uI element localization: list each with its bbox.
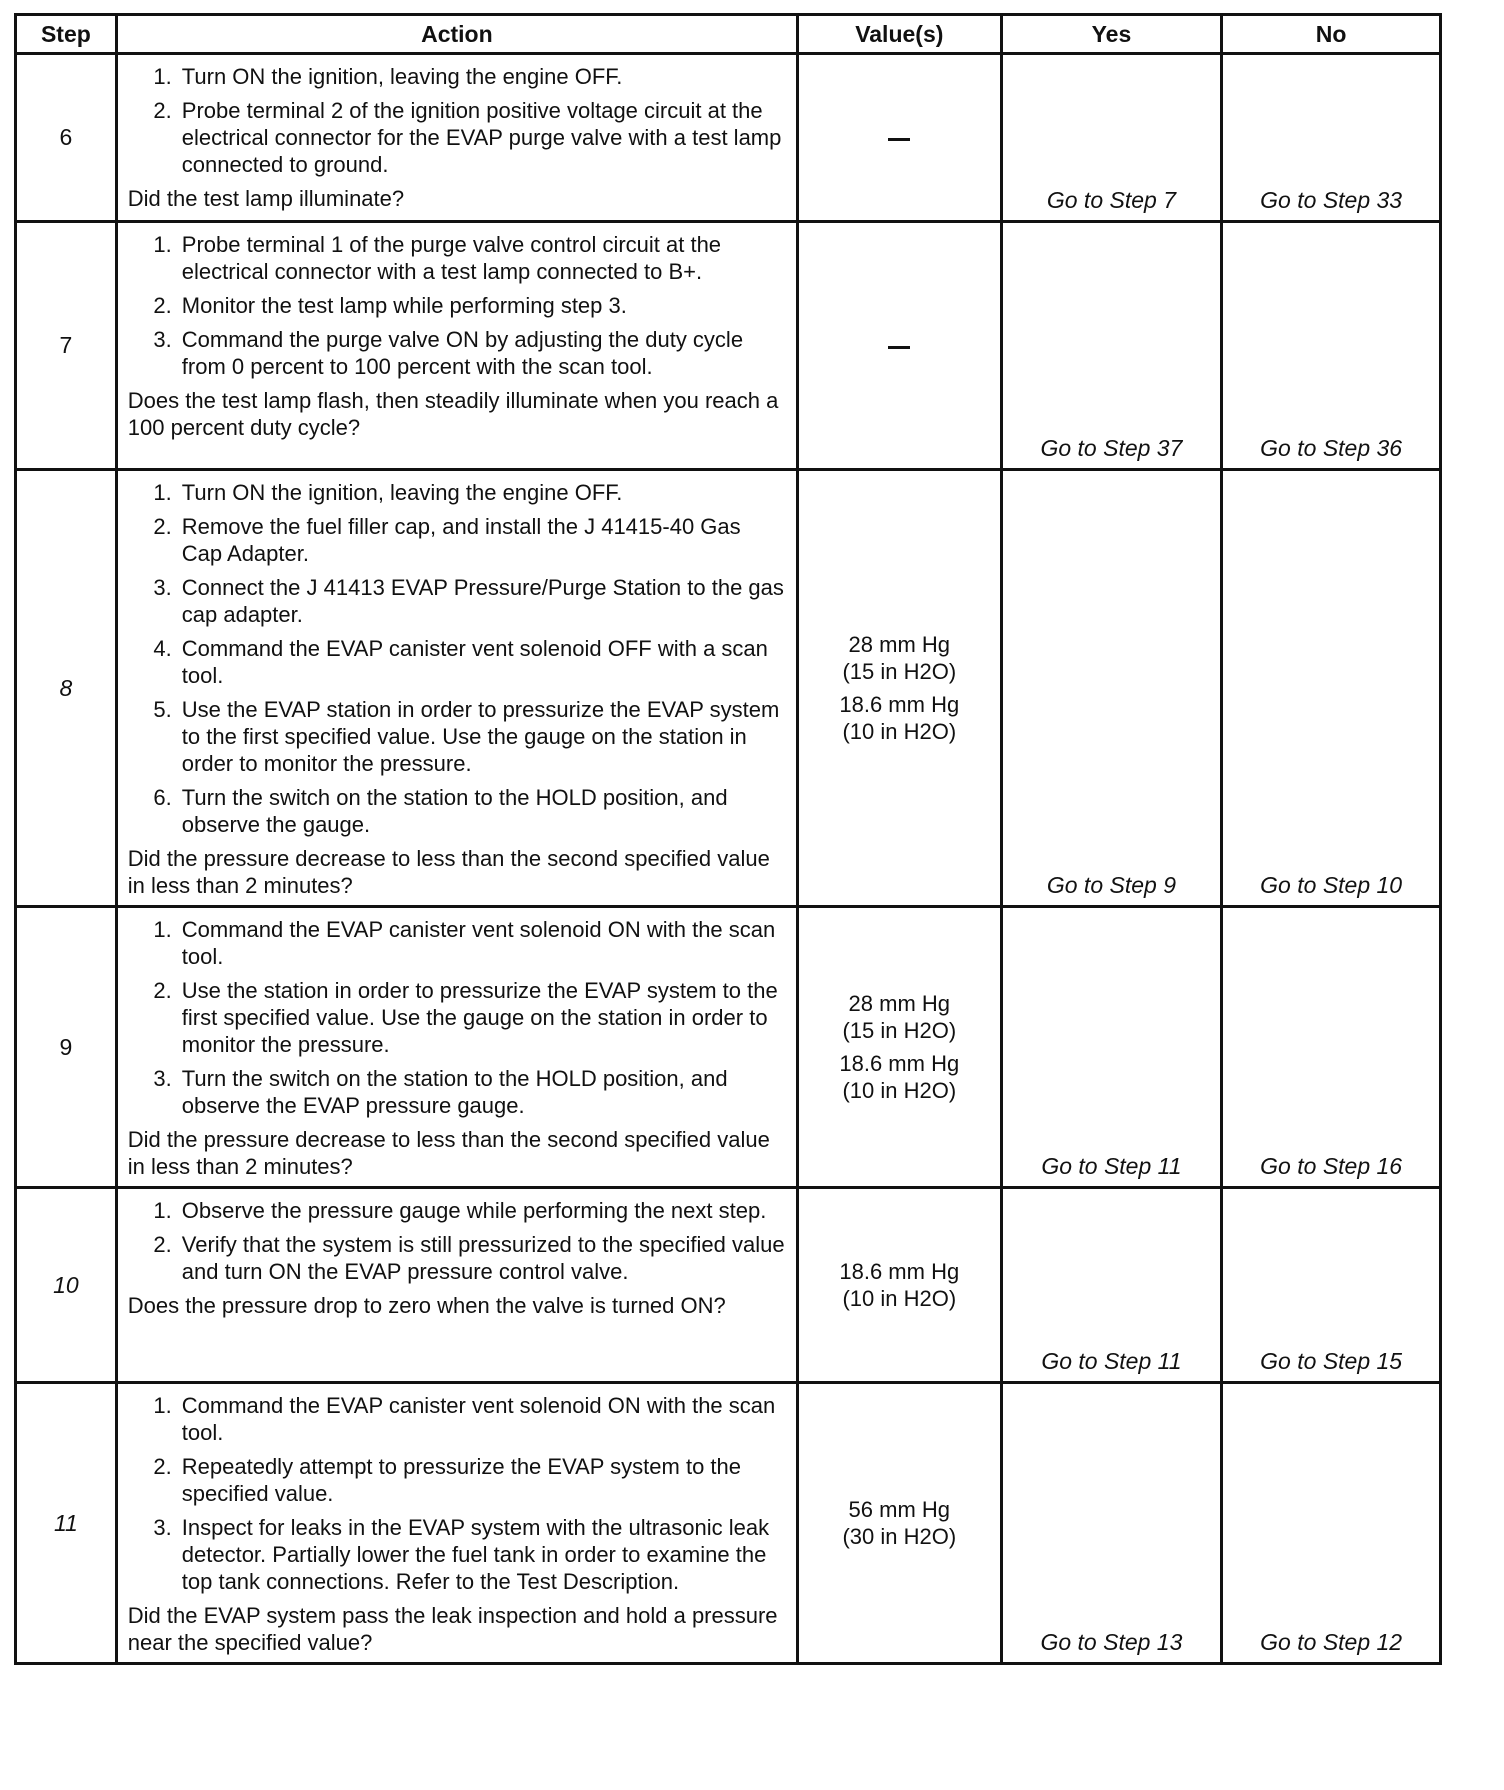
- action-step-number: 6.: [153, 785, 172, 810]
- action-steps: [128, 479, 786, 838]
- step-number: 6: [16, 54, 117, 222]
- action-step-text: Observe the pressure gauge while performing the next step.: [181, 1198, 767, 1223]
- value-secondary: (10 in H2O): [842, 1078, 957, 1103]
- value-primary: 18.6 mm Hg: [839, 692, 960, 717]
- yes-go-to-step[interactable]: Go to Step 11: [1001, 907, 1222, 1188]
- values-cell: [798, 54, 1002, 222]
- action-step-item: [128, 292, 786, 319]
- action-step-number: 4.: [153, 636, 172, 661]
- table-row: [16, 470, 1441, 907]
- action-step-item: [128, 513, 786, 567]
- action-step-number: 2.: [153, 98, 172, 123]
- action-step-text: Probe terminal 1 of the purge valve control circuit at the electrical connector with a test lamp connected to B+.: [181, 232, 722, 284]
- action-question: Did the test lamp illuminate?: [127, 186, 405, 211]
- action-step-item: [128, 63, 786, 90]
- action-step-text: Repeatedly attempt to pressurize the EVAP system to the specified value.: [181, 1454, 742, 1506]
- table-body: [16, 54, 1441, 1664]
- no-go-to-step[interactable]: Go to Step 12: [1222, 1383, 1441, 1664]
- action-step-text: Turn the switch on the station to the HOLD position, and observe the EVAP pressure gauge.: [181, 1066, 728, 1118]
- action-question: Does the pressure drop to zero when the valve is turned ON?: [127, 1293, 726, 1318]
- action-cell: [116, 222, 797, 470]
- header-no: No: [1222, 15, 1441, 54]
- values-cell: [798, 1383, 1002, 1664]
- action-step-number: 2.: [153, 978, 172, 1003]
- action-step-item: [128, 231, 786, 285]
- action-step-item: [128, 1197, 786, 1224]
- action-step-text: Connect the J 41413 EVAP Pressure/Purge Station to the gas cap adapter.: [181, 575, 784, 627]
- value-secondary: (15 in H2O): [842, 1018, 957, 1043]
- action-step-item: [128, 479, 786, 506]
- values-cell: [798, 1188, 1002, 1383]
- action-step-text: Inspect for leaks in the EVAP system with the ultrasonic leak detector. Partially lower the fuel tank in order to examine the top tank connections. Refer to the Test Description.: [181, 1515, 770, 1594]
- action-step-text: Turn ON the ignition, leaving the engine OFF.: [181, 64, 623, 89]
- action-step-item: [128, 1231, 786, 1285]
- action-step-text: Monitor the test lamp while performing step 3.: [181, 293, 627, 318]
- action-step-text: Verify that the system is still pressurized to the specified value and turn ON the EVAP pressure control valve.: [181, 1232, 785, 1284]
- action-step-number: 3.: [153, 575, 172, 600]
- action-step-text: Remove the fuel filler cap, and install the J 41415-40 Gas Cap Adapter.: [181, 514, 741, 566]
- value-secondary: (15 in H2O): [842, 659, 957, 684]
- action-step-text: Turn the switch on the station to the HOLD position, and observe the gauge.: [181, 785, 728, 837]
- no-go-to-step[interactable]: Go to Step 36: [1222, 222, 1441, 470]
- action-step-number: 1.: [153, 480, 172, 505]
- action-step-number: 1.: [153, 1393, 172, 1418]
- action-question: Did the pressure decrease to less than the second specified value in less than 2 minutes?: [127, 846, 770, 898]
- yes-go-to-step[interactable]: Go to Step 7: [1001, 54, 1222, 222]
- table-row: [16, 54, 1441, 222]
- header-action: Action: [116, 15, 797, 54]
- action-step-item: [128, 696, 786, 777]
- action-step-item: [128, 916, 786, 970]
- step-number: 9: [16, 907, 117, 1188]
- action-step-text: Command the purge valve ON by adjusting the duty cycle from 0 percent to 100 percent with the scan tool.: [181, 327, 744, 379]
- action-steps: [128, 1392, 786, 1595]
- value-secondary: (10 in H2O): [842, 1286, 957, 1311]
- values-cell: [798, 222, 1002, 470]
- action-step-text: Use the EVAP station in order to pressurize the EVAP system to the first specified value. Use the gauge on the station in order to monitor the pressure.: [181, 697, 780, 776]
- action-steps: [128, 916, 786, 1119]
- action-cell: [116, 470, 797, 907]
- step-number: 8: [16, 470, 117, 907]
- value-primary: 28 mm Hg: [848, 632, 951, 657]
- values-cell: [798, 907, 1002, 1188]
- yes-go-to-step[interactable]: Go to Step 11: [1001, 1188, 1222, 1383]
- value-secondary: (30 in H2O): [842, 1524, 957, 1549]
- action-cell: [116, 907, 797, 1188]
- action-step-text: Use the station in order to pressurize the EVAP system to the first specified value. Use the gauge on the station in order to monitor the pressure.: [181, 978, 778, 1057]
- action-step-number: 3.: [153, 1515, 172, 1540]
- action-step-item: [128, 1065, 786, 1119]
- action-step-item: [128, 1392, 786, 1446]
- action-step-number: 2.: [153, 293, 172, 318]
- action-steps: [128, 1197, 786, 1285]
- yes-go-to-step[interactable]: Go to Step 37: [1001, 222, 1222, 470]
- action-question: Did the EVAP system pass the leak inspection and hold a pressure near the specified value?: [127, 1603, 778, 1655]
- header-values: Value(s): [798, 15, 1002, 54]
- value-primary: 28 mm Hg: [848, 991, 951, 1016]
- value-primary: 56 mm Hg: [848, 1497, 951, 1522]
- no-value-dash: [888, 138, 910, 141]
- values-cell: [798, 470, 1002, 907]
- action-step-number: 2.: [153, 1232, 172, 1257]
- value-primary: 18.6 mm Hg: [839, 1051, 960, 1076]
- action-step-text: Probe terminal 2 of the ignition positive voltage circuit at the electrical connector for the EVAP purge valve with a test lamp connected to ground.: [181, 98, 782, 177]
- action-step-number: 5.: [153, 697, 172, 722]
- action-step-item: [128, 635, 786, 689]
- header-step: Step: [16, 15, 117, 54]
- yes-go-to-step[interactable]: Go to Step 9: [1001, 470, 1222, 907]
- step-number: 10: [16, 1188, 117, 1383]
- action-step-text: Command the EVAP canister vent solenoid OFF with a scan tool.: [181, 636, 768, 688]
- action-step-item: [128, 326, 786, 380]
- action-step-item: [128, 1453, 786, 1507]
- no-go-to-step[interactable]: Go to Step 33: [1222, 54, 1441, 222]
- no-go-to-step[interactable]: Go to Step 10: [1222, 470, 1441, 907]
- action-step-text: Command the EVAP canister vent solenoid ON with the scan tool.: [181, 1393, 776, 1445]
- step-number: 7: [16, 222, 117, 470]
- action-question: Does the test lamp flash, then steadily illuminate when you reach a 100 percent duty cycle?: [127, 388, 779, 440]
- action-step-item: [128, 97, 786, 178]
- action-step-item: [128, 784, 786, 838]
- table-row: [16, 1383, 1441, 1664]
- action-step-number: 2.: [153, 1454, 172, 1479]
- action-step-item: [128, 1514, 786, 1595]
- diagnostic-table: [14, 13, 1442, 1665]
- no-go-to-step[interactable]: Go to Step 16: [1222, 907, 1441, 1188]
- action-step-number: 2.: [153, 514, 172, 539]
- header-row: [16, 15, 1441, 54]
- action-steps: [128, 63, 786, 178]
- no-go-to-step[interactable]: Go to Step 15: [1222, 1188, 1441, 1383]
- action-step-number: 3.: [153, 327, 172, 352]
- value-primary: 18.6 mm Hg: [839, 1259, 960, 1284]
- yes-go-to-step[interactable]: Go to Step 13: [1001, 1383, 1222, 1664]
- action-step-number: 1.: [153, 1198, 172, 1223]
- action-step-number: 3.: [153, 1066, 172, 1091]
- action-step-number: 1.: [153, 917, 172, 942]
- value-secondary: (10 in H2O): [842, 719, 957, 744]
- table-row: [16, 222, 1441, 470]
- action-step-text: Command the EVAP canister vent solenoid ON with the scan tool.: [181, 917, 776, 969]
- step-number: 11: [16, 1383, 117, 1664]
- action-steps: [128, 231, 786, 380]
- action-step-number: 1.: [153, 64, 172, 89]
- action-step-item: [128, 977, 786, 1058]
- no-value-dash: [888, 346, 910, 349]
- action-cell: [116, 54, 797, 222]
- table-row: [16, 907, 1441, 1188]
- header-yes: Yes: [1001, 15, 1222, 54]
- table-row: [16, 1188, 1441, 1383]
- action-cell: [116, 1188, 797, 1383]
- action-cell: [116, 1383, 797, 1664]
- action-step-text: Turn ON the ignition, leaving the engine OFF.: [181, 480, 623, 505]
- action-step-item: [128, 574, 786, 628]
- action-step-number: 1.: [153, 232, 172, 257]
- action-question: Did the pressure decrease to less than the second specified value in less than 2 minutes?: [127, 1127, 770, 1179]
